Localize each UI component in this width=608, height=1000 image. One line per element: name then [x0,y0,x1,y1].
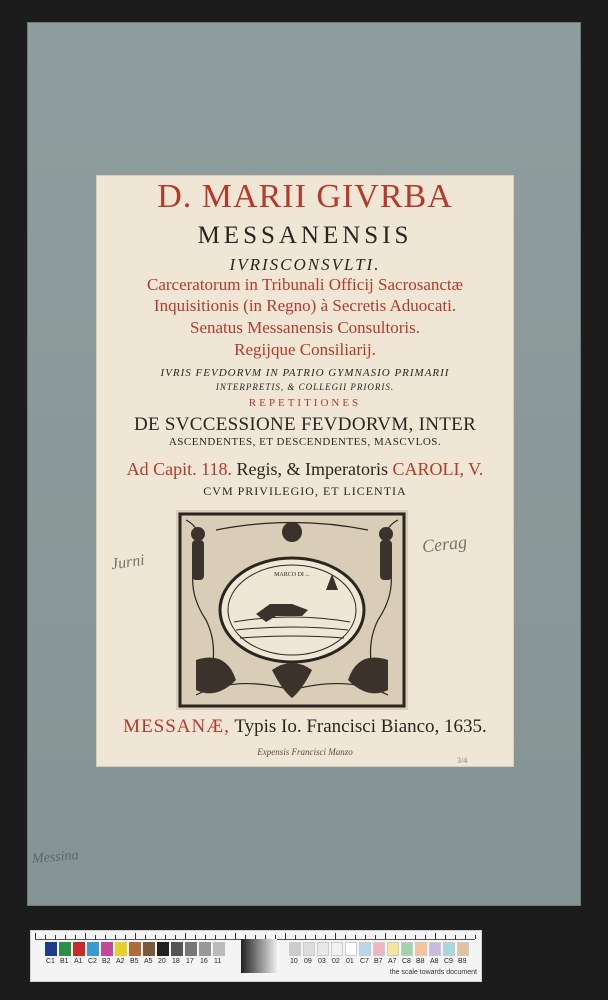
chapter-text: Regis, & Imperatoris [231,459,393,479]
color-swatch [171,942,183,956]
ruler-tick [445,935,446,939]
ruler-tick [155,935,156,939]
ruler-tick [205,935,206,939]
ruler-tick [235,933,236,939]
folio-mark: 3/4 [457,756,468,765]
color-swatch [101,942,113,956]
color-swatch [317,942,329,956]
ruler-tick [395,935,396,939]
ruler-tick [225,935,226,939]
swatch-label: A1 [74,958,83,965]
ruler-tick [105,935,106,939]
ruler-tick [385,933,386,939]
ruler-tick [425,935,426,939]
color-swatch [387,942,399,956]
mount-pencil-note: Messina [31,847,80,868]
ruler-tick [55,935,56,939]
ruler-tick [35,933,36,939]
ruler-tick [145,935,146,939]
imprint-printer: Typis Io. Francisci Bianco, 1635. [229,716,487,737]
ruler-tick [115,935,116,939]
title-page [97,176,513,766]
imprint [97,716,513,738]
ruler-tick [65,935,66,939]
ruler-tick [175,935,176,939]
imprint-place: MESSANÆ, [123,716,230,737]
swatch-label: 10 [290,958,298,965]
handwritten-note-left: Jurni [109,551,146,574]
color-swatch [213,942,225,956]
color-swatch [457,942,469,956]
ruler-tick [85,933,86,939]
privilege-line: CVM PRIVILEGIO, ET LICENTIA [203,484,407,498]
color-swatch [73,942,85,956]
ruler-tick [285,933,286,939]
color-swatch [331,942,343,956]
author-origin: MESSANENSIS [197,222,413,249]
office-line-3: Senatus Messanensis Consultoris. [190,318,420,337]
color-swatch [373,942,385,956]
swatch-label: C8 [402,958,411,965]
printer-device-woodcut [176,510,408,710]
color-swatch [359,942,371,956]
faculty-line-1: IVRIS FEVDORVM IN PATRIO GYMNASIO PRIMARII [160,367,450,379]
color-swatch [59,942,71,956]
repetitiones-heading: REPETITIONES [248,397,362,409]
woodcut-motto: MARCO DI ... [274,572,310,578]
color-swatch [199,942,211,956]
color-swatch [303,942,315,956]
color-swatch [401,942,413,956]
office-line-1: Carceratorum in Tribunali Officij Sacrosanctæ [146,275,463,294]
color-swatch [443,942,455,956]
color-swatch [429,942,441,956]
swatch-label: A2 [116,958,125,965]
ruler-tick [405,935,406,939]
swatch-label: 03 [318,958,326,965]
ruler-tick [465,935,466,939]
faculty-line-2: INTERPRETIS, & COLLEGII PRIORIS. [215,382,395,392]
swatch-label: A5 [144,958,153,965]
ruler-tick [455,935,456,939]
ruler-tick [125,935,126,939]
ruler-tick [195,935,196,939]
color-swatch [157,942,169,956]
swatch-label: B8 [416,958,425,965]
color-swatch [289,942,301,956]
swatch-label: 11 [214,958,222,965]
swatch-label: C7 [360,958,369,965]
ruler-tick [365,935,366,939]
ruler-tick [375,935,376,939]
swatch-label: 09 [304,958,312,965]
ruler-tick [95,935,96,939]
author-title: IVRISCONSVLTI. [229,255,381,274]
ruler-tick [335,933,336,939]
color-swatch [87,942,99,956]
handwritten-note-right: Cerag [421,531,468,557]
swatch-label: 01 [346,958,354,965]
swatch-label: C1 [46,958,55,965]
chapter-number: Ad Capit. 118. [126,459,232,479]
swatch-label: 17 [186,958,194,965]
swatch-label: B2 [102,958,111,965]
ruler-tick [305,935,306,939]
ruler-tick [295,935,296,939]
work-title: DE SVCCESSIONE FEVDORVM, INTER [133,414,477,435]
ruler-tick [355,935,356,939]
ruler-tick [135,933,136,939]
office-line-2: Inquisitionis (in Regno) à Secretis Aduocati. [153,296,457,315]
swatch-label: A7 [388,958,397,965]
swatch-label: B5 [130,958,139,965]
ruler-tick [185,933,186,939]
color-swatch [129,942,141,956]
color-swatch [115,942,127,956]
emperor-name: CAROLI, V. [392,459,484,479]
swatch-label: A8 [430,958,439,965]
color-swatch [45,942,57,956]
ruler-tick [325,935,326,939]
ruler-tick [165,935,166,939]
ruler-tick [215,935,216,939]
author-name: D. MARII GIVRBA [157,178,453,215]
swatch-label: B9 [458,958,467,965]
expensis-line: Expensis Francisci Manzo [257,747,353,757]
swatch-label: 16 [200,958,208,965]
ruler-tick [345,935,346,939]
swatch-label: 20 [158,958,166,965]
office-line-4: Regijque Consiliarij. [234,340,376,359]
chapter-reference [97,459,513,480]
grey-step-block [241,939,277,973]
ruler-tick [315,935,316,939]
color-calibration-card [30,930,482,982]
color-swatch [415,942,427,956]
work-subtitle: ASCENDENTES, ET DESCENDENTES, MASCVLOS. [168,436,442,448]
color-swatch [345,942,357,956]
color-swatch [185,942,197,956]
swatch-label: 02 [332,958,340,965]
ruler-tick [75,935,76,939]
swatch-label: C2 [88,958,97,965]
ruler-tick [435,933,436,939]
ruler-tick [475,935,476,939]
swatch-label: B1 [60,958,69,965]
ruler-tick [45,935,46,939]
card-caption: the scale towards document [389,969,477,976]
ruler-tick [415,935,416,939]
swatch-label: 18 [172,958,180,965]
color-swatch [143,942,155,956]
swatch-label: C9 [444,958,453,965]
swatch-label: B7 [374,958,383,965]
